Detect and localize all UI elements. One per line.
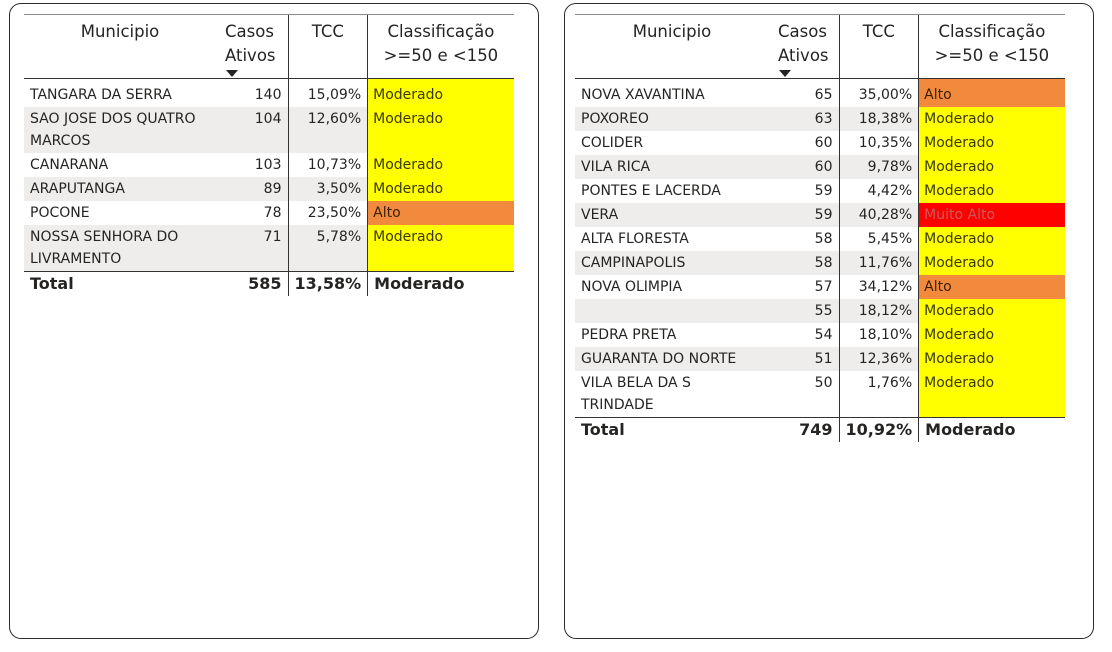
header-classificacao[interactable] xyxy=(368,15,514,79)
cell-casos-ativos: 60 xyxy=(769,155,839,179)
cell-municipio xyxy=(575,299,769,323)
cell-tcc: 5,45% xyxy=(839,227,919,251)
header-municipio[interactable] xyxy=(24,15,216,79)
header-classificacao-label: Classificação xyxy=(387,22,495,41)
header-municipio-label: Municipio xyxy=(632,22,712,41)
cell-classificacao: Moderado xyxy=(368,225,514,272)
total-casos: 585 xyxy=(216,272,288,297)
cell-tcc: 3,50% xyxy=(288,177,368,201)
cell-tcc: 11,76% xyxy=(839,251,919,275)
cell-municipio: NOVA XAVANTINA xyxy=(581,87,705,103)
total-label: Total xyxy=(24,272,216,297)
total-tcc: 10,92% xyxy=(839,418,919,443)
table-row[interactable] xyxy=(575,323,1065,347)
table-row[interactable] xyxy=(575,79,1065,108)
cell-tcc: 5,78% xyxy=(288,225,368,272)
total-row xyxy=(575,418,1065,443)
table-row[interactable] xyxy=(575,179,1065,203)
header-municipio-label: Municipio xyxy=(80,22,160,41)
table-row[interactable] xyxy=(24,79,514,108)
cell-municipio: PONTES E LACERDA xyxy=(581,183,721,199)
cell-municipio: SAO JOSE DOS QUATRO MARCOS xyxy=(24,107,216,153)
cell-tcc: 35,00% xyxy=(839,79,919,108)
left-table-body xyxy=(24,79,514,272)
cell-tcc: 18,38% xyxy=(839,107,919,131)
cell-classificacao: Moderado xyxy=(919,371,1065,418)
cell-municipio: VILA BELA DA S TRINDADE xyxy=(581,375,691,413)
total-label: Total xyxy=(575,418,769,443)
total-classificacao: Moderado xyxy=(919,418,1065,443)
cell-municipio: POXOREO xyxy=(575,107,769,131)
cell-municipio: POCONE xyxy=(30,205,90,221)
cell-classificacao: Moderado xyxy=(368,153,514,177)
cell-municipio: COLIDER xyxy=(581,135,644,151)
cell-tcc: 18,12% xyxy=(839,299,919,323)
table-row[interactable] xyxy=(24,177,514,201)
header-casos-ativos[interactable] xyxy=(216,15,288,79)
cell-casos-ativos: 58 xyxy=(814,231,833,247)
table-row[interactable] xyxy=(24,201,514,225)
cell-classificacao: Moderado xyxy=(919,155,1065,179)
cell-municipio: VERA xyxy=(575,203,769,227)
cell-classificacao: Alto xyxy=(919,275,1065,299)
table-row[interactable] xyxy=(575,251,1065,275)
cell-tcc: 34,12% xyxy=(839,275,919,299)
table-row[interactable] xyxy=(575,131,1065,155)
cell-casos-ativos: 89 xyxy=(216,177,288,201)
sort-descending-icon[interactable] xyxy=(779,70,791,77)
cell-municipio: PEDRA PRETA xyxy=(581,327,677,343)
table-row[interactable] xyxy=(575,203,1065,227)
cell-municipio: CANARANA xyxy=(30,157,109,173)
cell-classificacao: Alto xyxy=(368,201,514,225)
cell-casos-ativos: 103 xyxy=(254,157,282,173)
cell-municipio: GUARANTA DO NORTE xyxy=(575,347,769,371)
table-row[interactable] xyxy=(24,225,514,272)
header-classificacao-range: >=50 e <150 xyxy=(383,46,499,65)
table-row[interactable] xyxy=(575,227,1065,251)
cell-municipio: VILA RICA xyxy=(575,155,769,179)
cell-casos-ativos: 65 xyxy=(814,87,833,103)
cell-municipio: CAMPINAPOLIS xyxy=(575,251,769,275)
cell-municipio: TANGARA DA SERRA xyxy=(30,87,172,103)
header-municipio[interactable] xyxy=(575,15,769,79)
header-tcc-label: TCC xyxy=(311,22,344,41)
header-classificacao-range: >=50 e <150 xyxy=(934,46,1050,65)
cell-casos-ativos: 71 xyxy=(216,225,288,272)
header-row xyxy=(575,15,1065,79)
cell-tcc: 12,60% xyxy=(288,107,368,153)
total-casos: 749 xyxy=(769,418,839,443)
header-casos-label: Casos Ativos xyxy=(778,22,829,65)
cell-tcc: 4,42% xyxy=(839,179,919,203)
cell-classificacao: Muito Alto xyxy=(919,203,1065,227)
table-row[interactable] xyxy=(575,299,1065,323)
cell-classificacao: Moderado xyxy=(919,107,1065,131)
header-classificacao[interactable] xyxy=(919,15,1065,79)
cell-municipio: NOVA OLIMPIA xyxy=(581,279,683,295)
cell-casos-ativos: 55 xyxy=(769,299,839,323)
cell-casos-ativos: 60 xyxy=(814,135,833,151)
cell-tcc: 23,50% xyxy=(288,201,368,225)
cell-classificacao: Moderado xyxy=(919,299,1065,323)
right-table-visual xyxy=(564,3,1094,639)
table-row[interactable] xyxy=(24,153,514,177)
cell-municipio: ALTA FLORESTA xyxy=(581,231,689,247)
table-row[interactable] xyxy=(575,275,1065,299)
sort-descending-icon[interactable] xyxy=(226,70,238,77)
header-tcc[interactable] xyxy=(288,15,368,79)
table-row[interactable] xyxy=(575,347,1065,371)
cell-classificacao: Moderado xyxy=(919,227,1065,251)
cell-casos-ativos: 57 xyxy=(814,279,833,295)
header-casos-ativos[interactable] xyxy=(769,15,839,79)
right-table-body xyxy=(575,79,1065,418)
cell-classificacao: Moderado xyxy=(919,179,1065,203)
table-row[interactable] xyxy=(575,107,1065,131)
cell-classificacao: Moderado xyxy=(368,107,514,153)
cell-classificacao: Moderado xyxy=(368,79,514,108)
table-row[interactable] xyxy=(24,107,514,153)
cell-tcc: 18,10% xyxy=(839,323,919,347)
cell-casos-ativos: 104 xyxy=(216,107,288,153)
cell-classificacao: Alto xyxy=(919,79,1065,108)
cell-casos-ativos: 59 xyxy=(814,183,833,199)
right-table xyxy=(575,14,1065,442)
cell-tcc: 10,73% xyxy=(288,153,368,177)
cell-casos-ativos: 50 xyxy=(814,375,833,391)
header-classificacao-label: Classificação xyxy=(938,22,1046,41)
table-row[interactable] xyxy=(575,371,1065,418)
cell-municipio: NOSSA SENHORA DO LIVRAMENTO xyxy=(24,225,216,272)
cell-tcc: 1,76% xyxy=(839,371,919,418)
cell-casos-ativos: 51 xyxy=(769,347,839,371)
cell-classificacao: Moderado xyxy=(919,347,1065,371)
cell-tcc: 9,78% xyxy=(839,155,919,179)
cell-classificacao: Moderado xyxy=(919,131,1065,155)
cell-classificacao: Moderado xyxy=(919,323,1065,347)
left-table-visual xyxy=(9,3,539,639)
cell-casos-ativos: 78 xyxy=(263,205,282,221)
cell-tcc: 12,36% xyxy=(839,347,919,371)
total-row xyxy=(24,272,514,297)
table-row[interactable] xyxy=(575,155,1065,179)
cell-casos-ativos: 63 xyxy=(769,107,839,131)
header-tcc[interactable] xyxy=(839,15,919,79)
cell-casos-ativos: 58 xyxy=(769,251,839,275)
total-tcc: 13,58% xyxy=(288,272,368,297)
header-casos-label: Casos Ativos xyxy=(225,22,276,65)
left-table xyxy=(24,14,514,296)
cell-casos-ativos: 59 xyxy=(769,203,839,227)
cell-casos-ativos: 54 xyxy=(814,327,833,343)
total-classificacao: Moderado xyxy=(368,272,514,297)
cell-classificacao: Moderado xyxy=(368,177,514,201)
header-row xyxy=(24,15,514,79)
cell-tcc: 15,09% xyxy=(288,79,368,108)
cell-tcc: 10,35% xyxy=(839,131,919,155)
cell-casos-ativos: 140 xyxy=(254,87,282,103)
cell-classificacao: Moderado xyxy=(919,251,1065,275)
cell-municipio: ARAPUTANGA xyxy=(24,177,216,201)
header-tcc-label: TCC xyxy=(862,22,895,41)
cell-tcc: 40,28% xyxy=(839,203,919,227)
